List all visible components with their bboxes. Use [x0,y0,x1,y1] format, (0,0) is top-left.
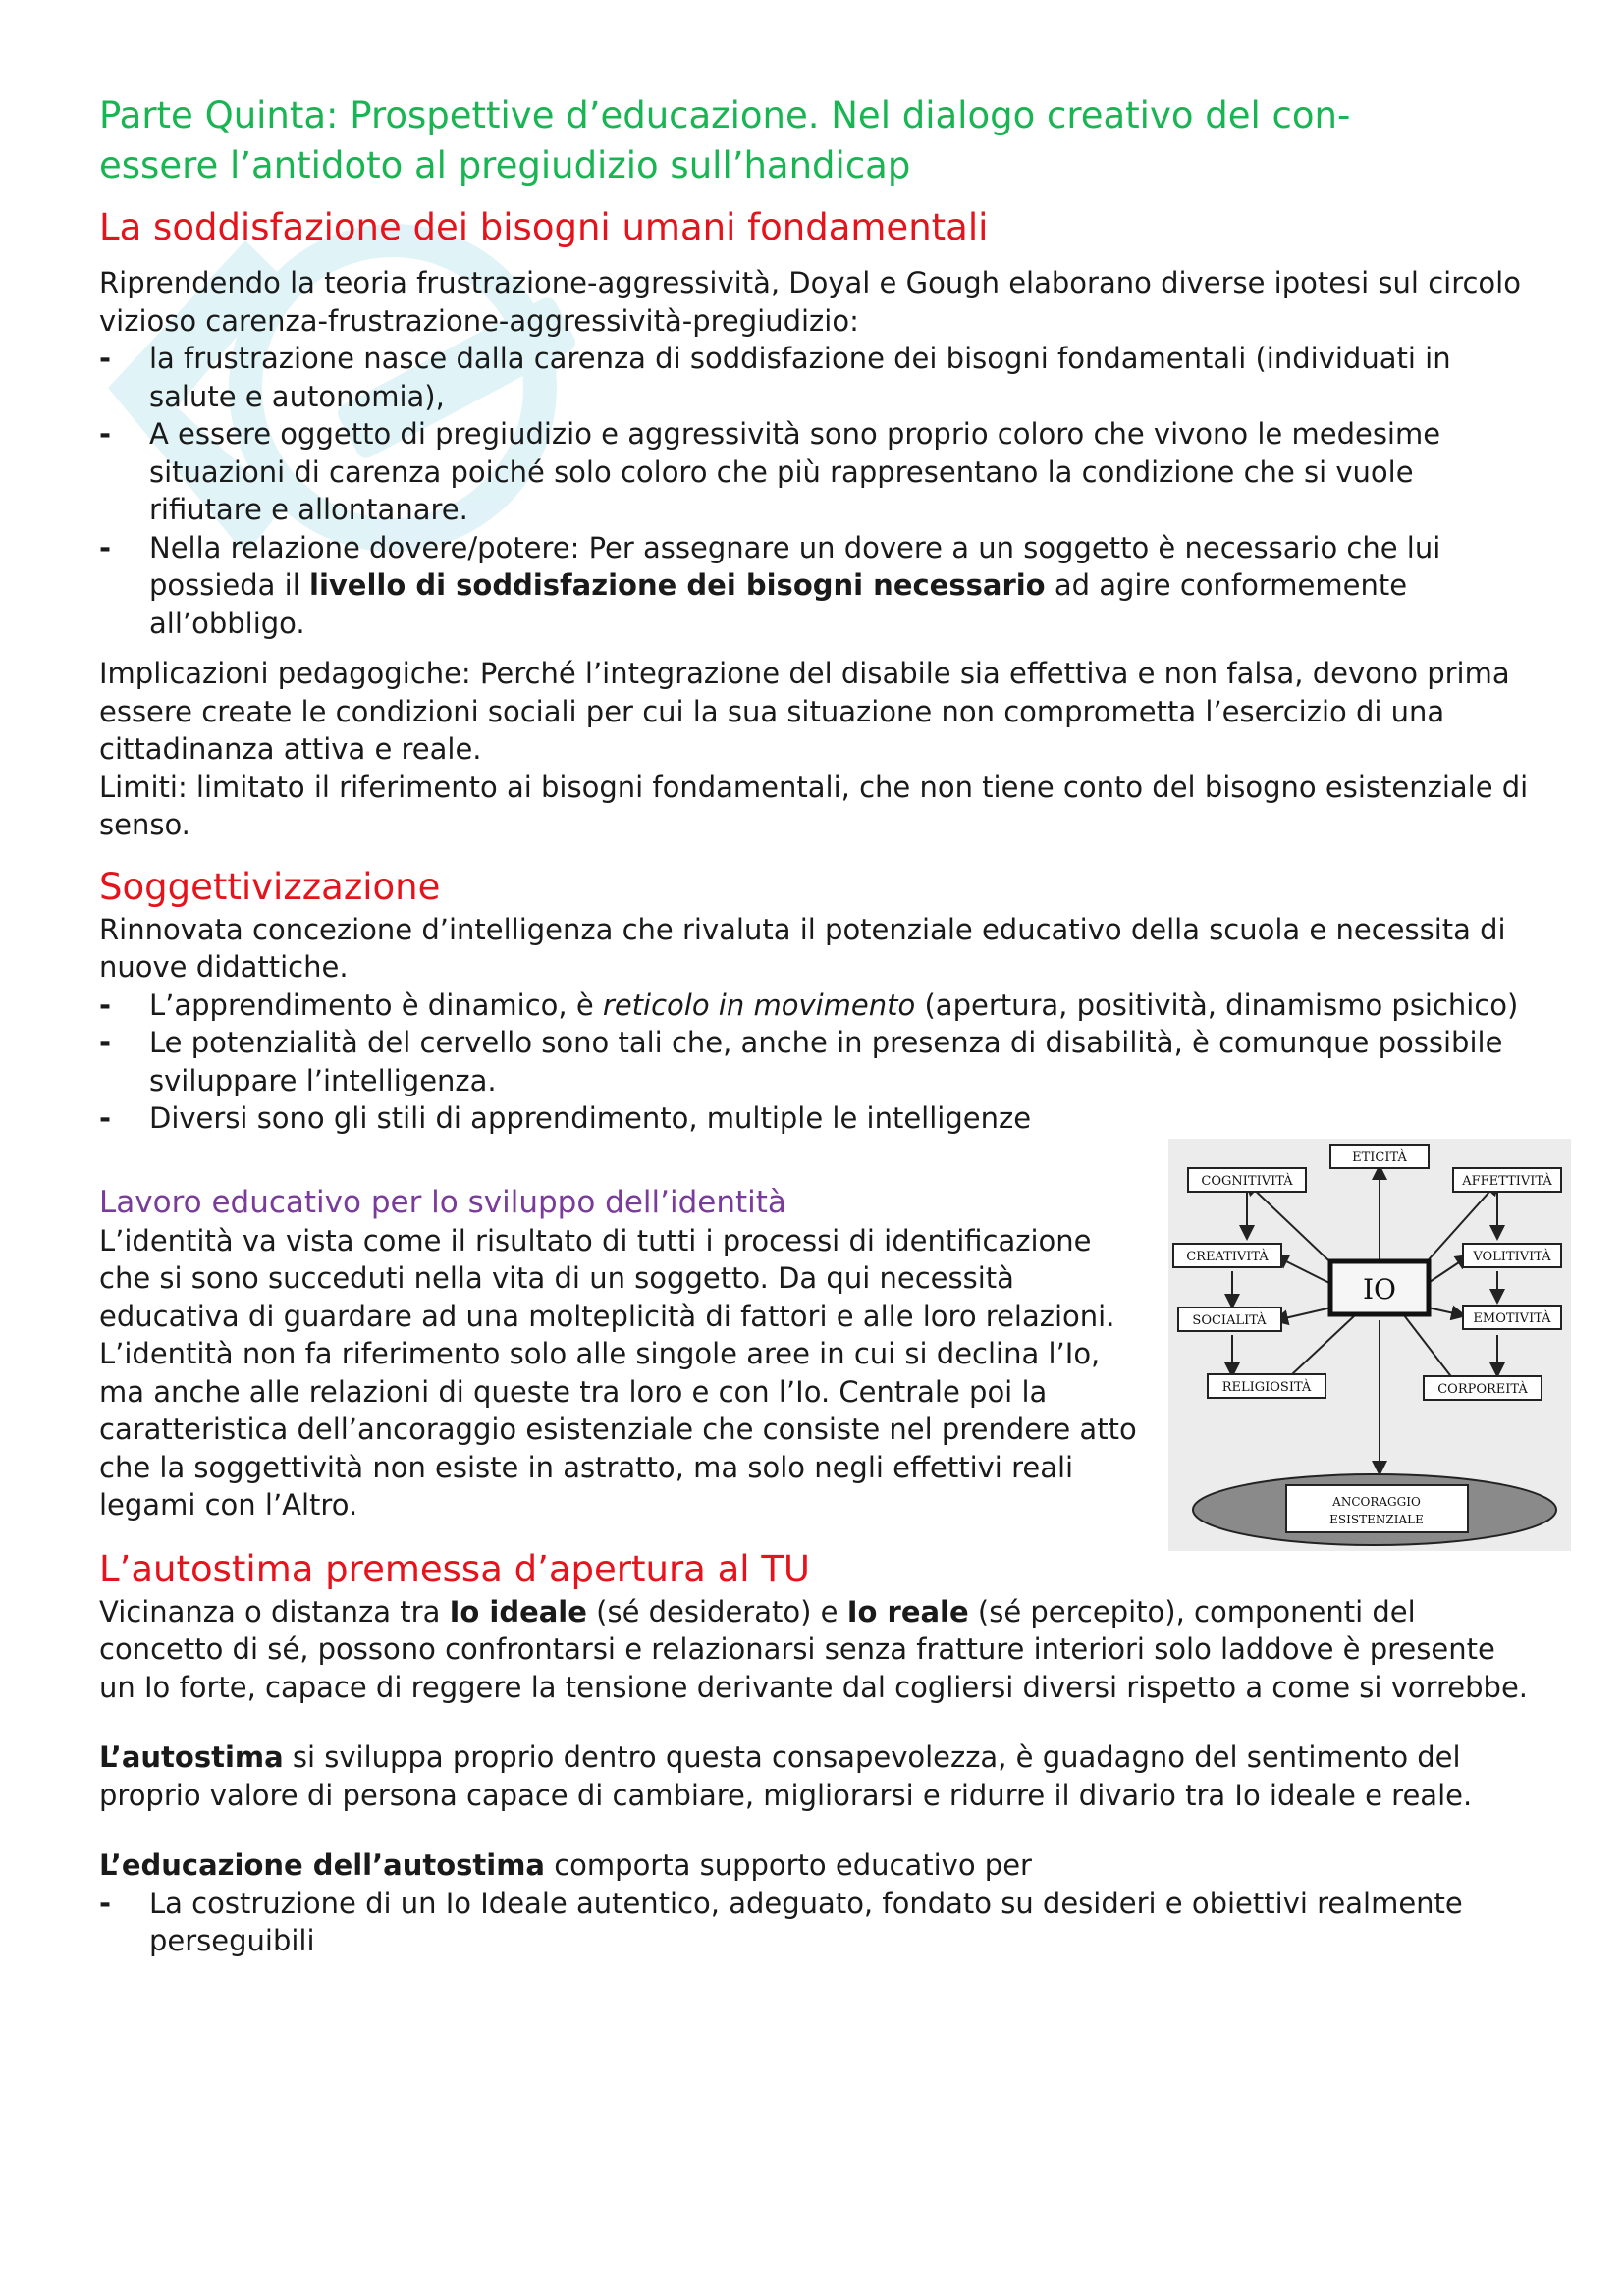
part-title [99,90,1533,190]
section3-para2: L’identità non fa riferimento solo alle singole aree in cui si declina l’Io, ma anche alle relazioni di queste tra loro e con l’Io. Centrale poi la caratteristica dell’ancoraggio esistenziale che consiste nel prendere atto che la soggettività non esiste in astratto, ma solo negli effettivi reali legami con l’Altro. [99,1337,1137,1522]
p1a: Vicinanza o distanza tra [99,1594,450,1629]
list-item: - Le potenzialità del cervello sono tali che, anche in presenza di disabilità, è comunque possibile sviluppare l’intelligenza. [99,1024,1533,1099]
bullet3-pre: Nella relazione dovere/potere: Per assegnare un dovere a un soggetto è necessario che lui possieda il [149,530,1441,602]
p1c: (sé desiderato) e [586,1594,847,1629]
label-creativita: CREATIVITÀ [1186,1250,1269,1264]
list-item: - la frustrazione nasce dalla carenza di soddisfazione dei bisogni fondamentali (individuati in salute e autonomia), [99,340,1533,415]
s2b1-post: (apertura, positività, dinamismo psichico) [915,988,1519,1022]
section-title-bisogni: La soddisfazione dei bisogni umani fondamentali [99,206,989,248]
list-item [99,987,1533,1025]
p1e: (sé percepito), componenti del concetto di sé, possono confrontarsi e relazionarsi senza fratture interiori solo laddove è presente un Io forte, capace di reggere la tensione derivante dal cogliersi diversi rispetto a come si vorrebbe. [99,1594,1529,1704]
label-etica: ETICITÀ [1352,1150,1407,1165]
section4-p2 [99,1738,1533,1814]
section1-limits: Limiti: limitato il riferimento ai bisogni fondamentali, che non tiene conto del bisogno esistenziale di senso. [99,770,1529,841]
section-title-identita: Lavoro educativo per lo sviluppo dell’identità [99,1184,786,1220]
section4-p1 [99,1593,1533,1707]
document-page [99,90,1533,1960]
label-socialita: SOCIALITÀ [1192,1313,1267,1328]
autostima-bold: L’autostima [99,1740,284,1774]
list-item: - Diversi sono gli stili di apprendimento, multiple le intelligenze [99,1099,1533,1138]
label-ancoraggio2: ESISTENZIALE [1329,1513,1424,1526]
bullet3-post: ad agire conformemente all’obbligo. [149,568,1408,640]
part-title-line2: essere l’antidoto al pregiudizio sull’handicap [99,144,911,187]
p3-rest: comporta supporto educativo per [545,1848,1032,1882]
section-title-soggettivizzazione: Soggettivizzazione [99,865,441,908]
part-title-line1: Parte Quinta: Prospettive d’educazione. Nel dialogo creativo del con- [99,94,1351,136]
bullet3-bold: livello di soddisfazione dei bisogni necessario [309,568,1046,602]
s2b1-pre: L’apprendimento è dinamico, è [149,988,603,1022]
label-corporeita: CORPOREITÀ [1437,1382,1528,1397]
identita-text [99,1222,1140,1524]
label-religiosita: RELIGIOSITÀ [1221,1380,1312,1395]
section-title-autostima: L’autostima premessa d’apertura al TU [99,1547,811,1590]
list-item: - A essere oggetto di pregiudizio e aggressività sono proprio coloro che vivono le medesime situazioni di carenza poiché solo coloro che più rappresentano la condizione che si vuole rifiutare e allontanare. [99,415,1533,529]
io-ideale: Io ideale [449,1594,587,1629]
section4-list [99,1885,1533,1960]
list-item [99,529,1533,643]
label-ancoraggio1: ANCORAGGIO [1332,1495,1421,1509]
p2-rest: si sviluppa proprio dentro questa consapevolezza, è guadagno del sentimento del proprio valore di persona capace di cambiare, migliorarsi e ridurre il divario tra Io ideale e reale. [99,1740,1473,1812]
section3-para1: L’identità va vista come il risultato di tutti i processi di identificazione che si sono succeduti nella vita di un soggetto. Da qui necessità educativa di guardare ad una molteplicità di fattori e alle loro relazioni. [99,1223,1115,1333]
section1-intro: Riprendendo la teoria frustrazione-aggressività, Doyal e Gough elaborano diverse ipotesi sul circolo vizioso carenza-frustrazione-aggressività-pregiudizio: [99,266,1521,338]
educazione-autostima-bold: L’educazione dell’autostima [99,1848,545,1882]
label-emotivita: EMOTIVITÀ [1473,1311,1551,1326]
s2b1-italic: reticolo in movimento [602,988,916,1022]
io-reale: Io reale [846,1594,969,1629]
label-io: IO [1362,1273,1397,1306]
section2-intro: Rinnovata concezione d’intelligenza che rivaluta il potenziale educativo della scuola e necessita di nuove didattiche. [99,912,1506,984]
label-affettivita: AFFETTIVITÀ [1462,1174,1552,1189]
section2-list [99,987,1533,1138]
label-volitivita: VOLITIVITÀ [1473,1250,1551,1264]
list-item: - La costruzione di un Io Ideale autentico, adeguato, fondato su desideri e obiettivi realmente perseguibili [99,1885,1533,1960]
section4-p3 [99,1846,1533,1885]
section1-list [99,340,1533,642]
identity-diagram [1168,1139,1571,1551]
section1-implications: Implicazioni pedagogiche: Perché l’integrazione del disabile sia effettiva e non falsa, devono prima essere create le condizioni sociali per cui la sua situazione non comprometta l’esercizio di una cittadinanza attiva e reale. [99,657,1510,766]
label-cognitivita: COGNITIVITÀ [1201,1174,1293,1189]
